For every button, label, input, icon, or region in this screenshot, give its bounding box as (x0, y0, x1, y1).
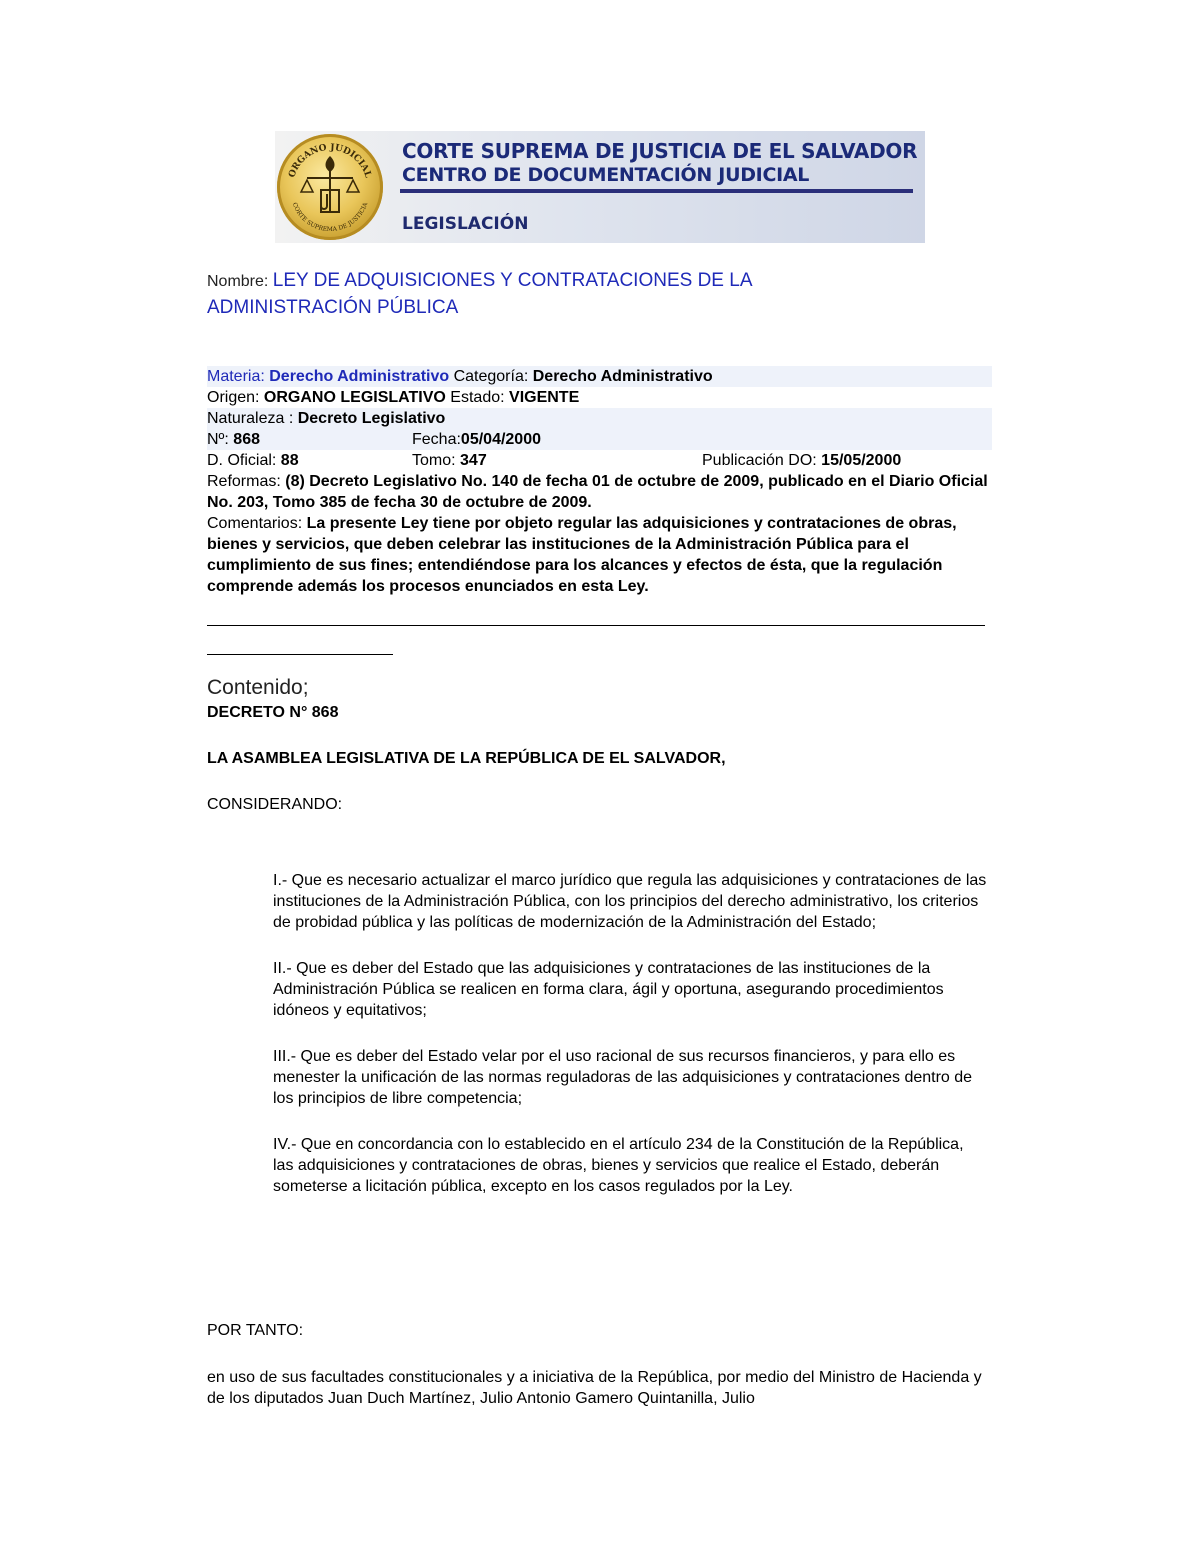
reformas-value: (8) Decreto Legislativo No. 140 de fecha 01 de octubre de 2009, publicado en el Diario Oficial No. 203, Tomo 385 de fecha 30 de octubre de 2009. (207, 473, 988, 511)
materia-label: Materia: (207, 368, 270, 385)
numero-label: Nº: (207, 431, 234, 448)
nombre-label: Nombre: (207, 273, 273, 290)
svg-text:ORGANO JUDICIAL: ORGANO JUDICIAL (287, 142, 373, 180)
court-seal-logo (277, 134, 383, 240)
meta-row-oficial (207, 450, 992, 471)
naturaleza-value: Decreto Legislativo (297, 410, 446, 427)
publicacion-value: 15/05/2000 (821, 452, 902, 469)
meta-row-origen (207, 387, 992, 408)
considerando-list (273, 870, 988, 1222)
clause-4: IV.- Que en concordancia con lo establecido en el artículo 234 de la Constitución de la República, las adquisiciones y contrataciones de obras, bienes y servicios que realice el Estado, deberán someterse a licitación pública, excepto en los casos regulados por la Ley. (273, 1136, 964, 1195)
banner-divider (400, 189, 913, 193)
document-title (207, 268, 987, 322)
naturaleza-label: Naturaleza : (207, 410, 298, 427)
considerando-heading: CONSIDERANDO: (207, 796, 343, 813)
estado-value: VIGENTE (509, 389, 580, 406)
svg-text:CORTE SUPREMA DE JUSTICIA: CORTE SUPREMA DE JUSTICIA (290, 201, 370, 234)
origen-value: ORGANO LEGISLATIVO (263, 389, 446, 406)
reformas-label: Reformas: (207, 473, 286, 490)
comentarios (207, 513, 992, 597)
publicacion-label: Publicación DO: (702, 452, 822, 469)
doficial-label: D. Oficial: (207, 452, 281, 469)
estado-label: Estado: (445, 389, 510, 406)
clause-1: I.- Que es necesario actualizar el marco jurídico que regula las adquisiciones y contrataciones de las instituciones de la Administración Pública, con los principios del derecho administrativo, los criterios de probidad pública y las políticas de modernización de la Administración del Estado; (273, 872, 987, 931)
tomo-label: Tomo: (412, 452, 461, 469)
nombre-value-line2: ADMINISTRACIÓN PÚBLICA (207, 297, 459, 318)
clause-3: III.- Que es deber del Estado velar por el uso racional de sus recursos financieros, y para ello es menester la unificación de las normas reguladoras de las adquisiciones y contrataciones dentro de los principios de libre competencia; (273, 1048, 973, 1107)
numero-value: 868 (233, 431, 260, 448)
meta-row-numero (207, 429, 992, 450)
doficial-value: 88 (280, 452, 299, 469)
tomo-value: 347 (460, 452, 487, 469)
header-banner (275, 131, 925, 243)
asamblea-heading: LA ASAMBLEA LEGISLATIVA DE LA REPÚBLICA DE EL SALVADOR, (207, 750, 726, 767)
reformas (207, 471, 992, 513)
banner-section: LEGISLACIÓN (402, 214, 529, 234)
en-uso-paragraph: en uso de sus facultades constitucionales y a iniciativa de la República, por medio del Ministro de Hacienda y de los diputados Juan Duch Martínez, Julio Antonio Gamero Quintanilla, Julio (207, 1369, 982, 1407)
separator-long (207, 625, 985, 626)
comentarios-label: Comentarios: (207, 515, 307, 532)
fecha-label: Fecha: (412, 431, 461, 448)
materia-value: Derecho Administrativo (269, 368, 450, 385)
origen-label: Origen: (207, 389, 264, 406)
comentarios-value: La presente Ley tiene por objeto regular las adquisiciones y contrataciones de obras, bienes y servicios, que deben celebrar las instituciones de la Administración Pública para el cumplimiento de sus fines; entendiéndose para los alcances y efectos de ésta, que la regulación comprende además los procesos enunciados en esta Ley. (207, 515, 957, 595)
categoria-value: Derecho Administrativo (532, 368, 713, 385)
document-metadata (207, 366, 992, 597)
fecha-value: 05/04/2000 (460, 431, 541, 448)
meta-row-materia (207, 366, 992, 387)
meta-row-naturaleza (207, 408, 992, 429)
separator-short (207, 654, 393, 655)
nombre-value-line1: LEY DE ADQUISICIONES Y CONTRATACIONES DE LA (272, 270, 753, 291)
clause-2: II.- Que es deber del Estado que las adquisiciones y contrataciones de las instituciones de la Administración Pública se realicen en forma clara, ágil y oportuna, asegurando procedimientos idóneos y equitativos; (273, 960, 944, 1019)
categoria-label: Categoría: (449, 368, 533, 385)
por-tanto-heading: POR TANTO: (207, 1322, 304, 1339)
banner-court-name: CORTE SUPREMA DE JUSTICIA DE EL SALVADOR (402, 139, 918, 163)
decreto-heading: DECRETO N° 868 (207, 704, 339, 721)
contenido-heading: Contenido; (207, 676, 309, 699)
banner-center-name: CENTRO DE DOCUMENTACIÓN JUDICIAL (402, 164, 810, 186)
